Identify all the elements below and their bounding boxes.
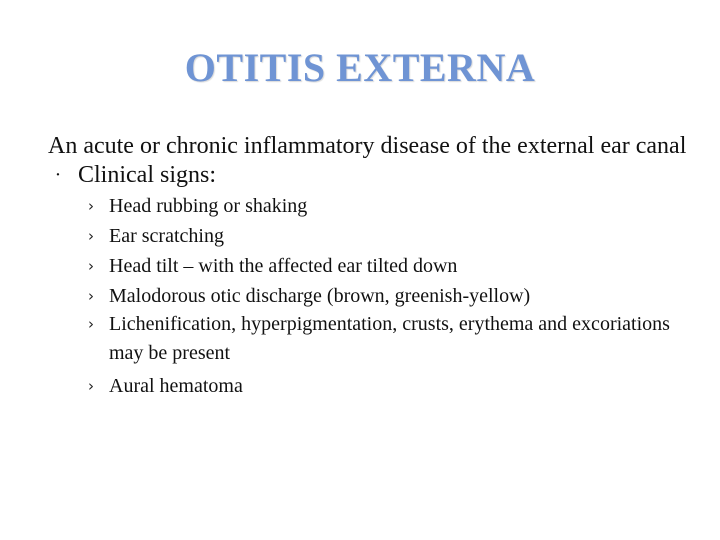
slide-title: OTITIS EXTERNA	[184, 45, 536, 90]
list-item	[48, 310, 688, 368]
list-item-text: Aural hematoma	[109, 375, 243, 397]
list-item	[48, 224, 688, 248]
list-item	[48, 374, 688, 398]
chevron-right-icon: ›	[88, 315, 94, 333]
clinical-signs-list	[48, 194, 688, 398]
list-item-text: Malodorous otic discharge (brown, greenish-yellow)	[109, 285, 531, 307]
list-item-text: Ear scratching	[109, 225, 224, 247]
list-item	[48, 194, 688, 218]
list-item-text: Head tilt – with the affected ear tilted down	[109, 255, 458, 277]
list-item	[48, 284, 688, 308]
slide-body	[48, 132, 688, 404]
clinical-signs-label: Clinical signs:	[78, 162, 216, 188]
chevron-right-icon: ›	[88, 197, 94, 215]
intro-paragraph: An acute or chronic inflammatory disease of the external ear canal	[48, 133, 687, 159]
list-item	[48, 254, 688, 278]
chevron-right-icon: ›	[88, 377, 94, 395]
chevron-right-icon: ›	[88, 227, 94, 245]
list-item-text: Head rubbing or shaking	[109, 195, 308, 217]
chevron-right-icon: ›	[88, 287, 94, 305]
list-item-text: Lichenification, hyperpigmentation, crusts, erythema and excoriations may be present	[109, 313, 670, 364]
clinical-signs-item	[48, 161, 688, 190]
dot-bullet-icon: ·	[54, 164, 62, 186]
chevron-right-icon: ›	[88, 257, 94, 275]
